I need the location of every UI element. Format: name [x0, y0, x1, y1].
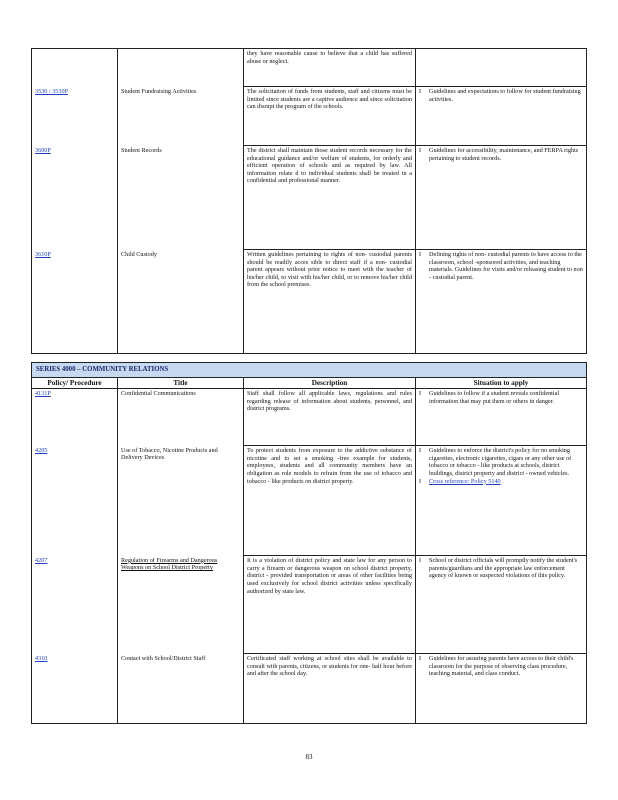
situation-item: I Guidelines for accessibility, maintenance, and FERPA rights pertaining to student records.: [419, 147, 583, 162]
column-header-title: Title: [118, 377, 244, 389]
policy-situation: [416, 389, 587, 446]
cross-reference-text[interactable]: Cross reference: Policy 5140: [429, 477, 501, 485]
situation-item: I Guidelines to enforce the district's policy for no smoking cigarettes, electronic cigarettes, cigars or any other use of tobacco or tobacco - like products at schools, district buildings, district property and district - owned vehicles.: [419, 447, 583, 477]
column-header-policy: Policy/ Procedure: [32, 377, 118, 389]
policy-description: they have reasonable cause to believe that a child has suffered abuse or neglect.: [244, 49, 416, 87]
table-row: [32, 446, 587, 556]
policy-situation: [416, 250, 587, 354]
policy-title: [118, 49, 244, 87]
table-row: [32, 146, 587, 250]
policy-title: Student Fundraising Activities: [118, 87, 244, 146]
policy-title: Child Custody: [118, 250, 244, 354]
situation-item: I School or district officials will promptly notify the student's parents/guardians and the appropriate law enforcement agency of known or suspected violations of this policy.: [419, 557, 583, 580]
policy-description: Certificated staff working at school sites shall be available to consult with parents, citizens, or students for one- half hour before and after the school day.: [244, 654, 416, 724]
policy-situation: [416, 49, 587, 87]
table-row: [32, 654, 587, 724]
policy-description: Written guidelines pertaining to rights of non- custodial parents should be readily acces sible to direct staff if a non- custodial parent appears without prior notice to meet with the teacher of his/her child, to visit with his/her child, or to remove his/her child from the school premises.: [244, 250, 416, 354]
policy-title: Contact with School/District Staff: [118, 654, 244, 724]
policy-situation: [416, 654, 587, 724]
policy-code: [32, 49, 118, 87]
policy-title: [118, 556, 244, 654]
policy-title: Confidential Communications: [118, 389, 244, 446]
policy-link-4310[interactable]: 4310: [35, 654, 48, 662]
policy-title: Use of Tobacco, Nicotine Products and Delivery Devices: [118, 446, 244, 556]
policy-table-series-4000: [31, 362, 587, 724]
policy-description: It is a violation of district policy and state law for any person to carry a firearm or dangerous weapon on school district property, district - provided transportation or areas of other facilities being used exclusively for school district activities unless specifically authorized by state law.: [244, 556, 416, 654]
policy-description: The solicitation of funds from students, staff and citizens must be limited since students are a captive audience and since solicitation can disrupt the program of the schools.: [244, 87, 416, 146]
policy-link-3610P[interactable]: 3610P: [35, 250, 51, 258]
column-header-description: Description: [244, 377, 416, 389]
policy-link-3530[interactable]: 3530 / 3530P: [35, 87, 69, 95]
policy-link-4207[interactable]: 4207: [35, 556, 48, 564]
situation-item: I Guidelines for assuring parents have access to their child's classroom for the purpose of observing class procedure, teaching material, and class conduct.: [419, 655, 583, 678]
table-row: [32, 49, 587, 87]
policy-situation: [416, 146, 587, 250]
policy-situation: [416, 446, 587, 556]
page-number: 83: [305, 753, 313, 761]
policy-situation: [416, 556, 587, 654]
policy-link-4205[interactable]: 4205: [35, 446, 48, 454]
situation-item: I Defining rights of non- custodial parents to have access to the classroom, school -sponsored activities, and teaching materials. Guidelines for visits and/or releasing student to non - custodial parent.: [419, 251, 583, 281]
policy-description: The district shall maintain those student records necessary for the educational guidance and/or welfare of students, for orderly and efficient operation of schools and as required by law. All information relate d to individual students shall be treated in a confidential and professional manner.: [244, 146, 416, 250]
policy-description: Staff shall follow all applicable laws, regulations and rules regarding release of information about students, personnel, and district programs.: [244, 389, 416, 446]
policy-table-series-3000: [31, 48, 587, 354]
policy-title: Student Records: [118, 146, 244, 250]
series-title: SERIES 4000 – COMMUNITY RELATIONS: [32, 363, 587, 378]
policy-description: To protect students from exposure to the addictive substance of nicotine and to set a smoking -free example for students, employees, students and all community members have an obligation as role models to refrain from the use of tobacco and tobacco - like products on district property.: [244, 446, 416, 556]
situation-item: I Guidelines to follow if a student reveals confidential information that may put them or others in danger.: [419, 390, 583, 405]
series-header-row: [32, 363, 587, 378]
situation-item: I Guidelines and expectations to follow for student fundraising activities.: [419, 88, 583, 103]
table-row: [32, 556, 587, 654]
table-row: [32, 87, 587, 146]
table-row: [32, 250, 587, 354]
policy-link-3600P[interactable]: 3600P: [35, 146, 51, 154]
column-header-situation: Situation to apply: [416, 377, 587, 389]
policy-link-4131P[interactable]: 4131P: [35, 390, 51, 398]
cross-reference: [419, 478, 583, 486]
column-header-row: [32, 377, 587, 389]
policy-title-text: Regulation of Firearms and Dangerous Weapons on School District Property: [121, 556, 218, 572]
policy-situation: [416, 87, 587, 146]
table-row: [32, 389, 587, 446]
